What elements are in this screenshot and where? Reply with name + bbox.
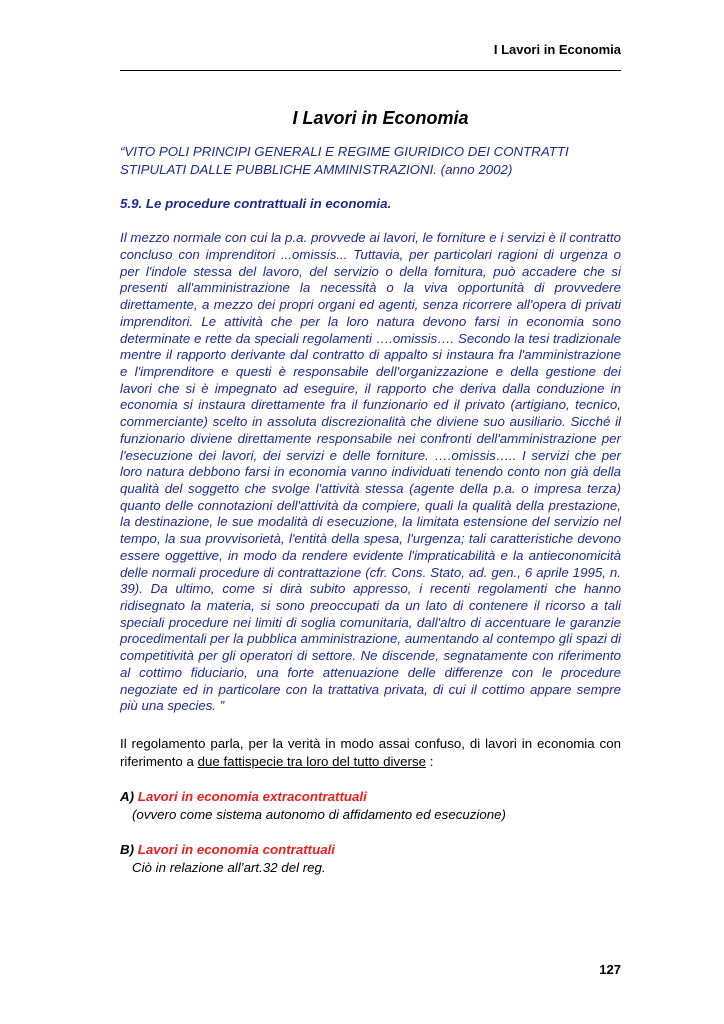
intro-text-after: : — [426, 754, 434, 770]
item-marker: A) — [120, 789, 135, 805]
intro-text-before: Il regolamento parla, per la verità in modo assai confuso, di lavori in economia con riferimento a — [120, 736, 621, 770]
page-number: 127 — [599, 962, 621, 977]
page-content — [120, 108, 621, 894]
citation: “VITO POLI PRINCIPI GENERALI E REGIME GIURIDICO DEI CONTRATTI STIPULATI DALLE PUBBLICHE AMMINISTRAZIONI. (anno 2002) — [120, 144, 569, 177]
item-title: Lavori in economia contrattuali — [137, 842, 336, 858]
page-title: I Lavori in Economia — [292, 108, 469, 128]
item-marker: B) — [120, 842, 135, 858]
header-rule — [120, 70, 621, 71]
item-note: Ciò in relazione all’art.32 del reg. — [132, 860, 326, 876]
list-item — [120, 841, 621, 877]
intro-underlined-text: due fattispecie tra loro del tutto diverse — [197, 754, 426, 770]
item-title: Lavori in economia extracontrattuali — [137, 789, 367, 805]
list-item — [120, 788, 621, 824]
quoted-passage: Il mezzo normale con cui la p.a. provvede ai lavori, le forniture e i servizi è il contratto concluso con imprenditori ...omissis... Tuttavia, per particolari ragioni di urgenza o per l'indole stessa del lavoro, del servizio o della fornitura, può accadere che si presenti all'amministrazione la necessità o la viva opportunità di provvedere direttamente, a mezzo dei propri organi ed agenti, senza ricorrere all'opera di privati imprenditori. Le attività che per la loro natura devono farsi in economia sono determinate e rette da speciali regolamenti ….omissis…. Secondo la tesi tradizionale mentre il rapporto derivante dal contratto di appalto si instaura fra l'amministrazione e l'imprenditore e questi è responsabile dell'organizzazione e della gestione dei lavori che si è impegnato ad eseguire, il rapporto che deriva dalla conduzione in economia si instaura direttamente fra il funzionario ed il privato (artigiano, tecnico, commerciante) scelto in assoluta discrezionalità che diviene suo ausiliario. Sicché il funzionario diviene direttamente responsabile nei confronti dell'amministrazione per l'esecuzione dei lavori, dei servizi e delle forniture. ….omissis….. I servizi che per loro natura debbono farsi in economia vanno individuati tenendo conto non già della qualità del soggetto che svolge l'attività stessa (agente della p.a. o impresa terza) quanto delle connotazioni dell'attività da compiere, quali la qualità della prestazione, la destinazione, le sue modalità di esecuzione, la limitata estensione del servizio nel tempo, la sua provvisorietà, l'entità della spesa, l'urgenza; tali caratteristiche devono essere oggettive, in modo da rendere evidente l'impraticabilità e la antieconomicità delle normali procedure di contrattazione (cfr. Cons. Stato, ad. gen., 6 aprile 1995, n. 39). Da ultimo, come si dirà subito appresso, i recenti regolamenti che hanno ridisegnato la materia, si sono preoccupati da un lato di contenere il ricorso a tali speciali procedure nei limiti di soglia comunitaria, dall'altro di accentuare le garanzie procedimentali per la pubblica amministrazione, aumentando al contempo gli spazi di competitività per gli operatori di settore. Ne discende, segnatamente con riferimento al cottimo fiduciario, una forte attenuazione delle differenze con le procedure negoziate ed in particolare con la trattativa privata, di cui il cottimo appare sempre più una species. ” — [120, 230, 621, 714]
running-header: I Lavori in Economia — [493, 42, 621, 57]
intro-paragraph — [120, 735, 621, 771]
item-note: (ovvero come sistema autonomo di affidamento ed esecuzione) — [132, 807, 506, 823]
section-heading: 5.9. Le procedure contrattuali in economia. — [120, 196, 392, 212]
